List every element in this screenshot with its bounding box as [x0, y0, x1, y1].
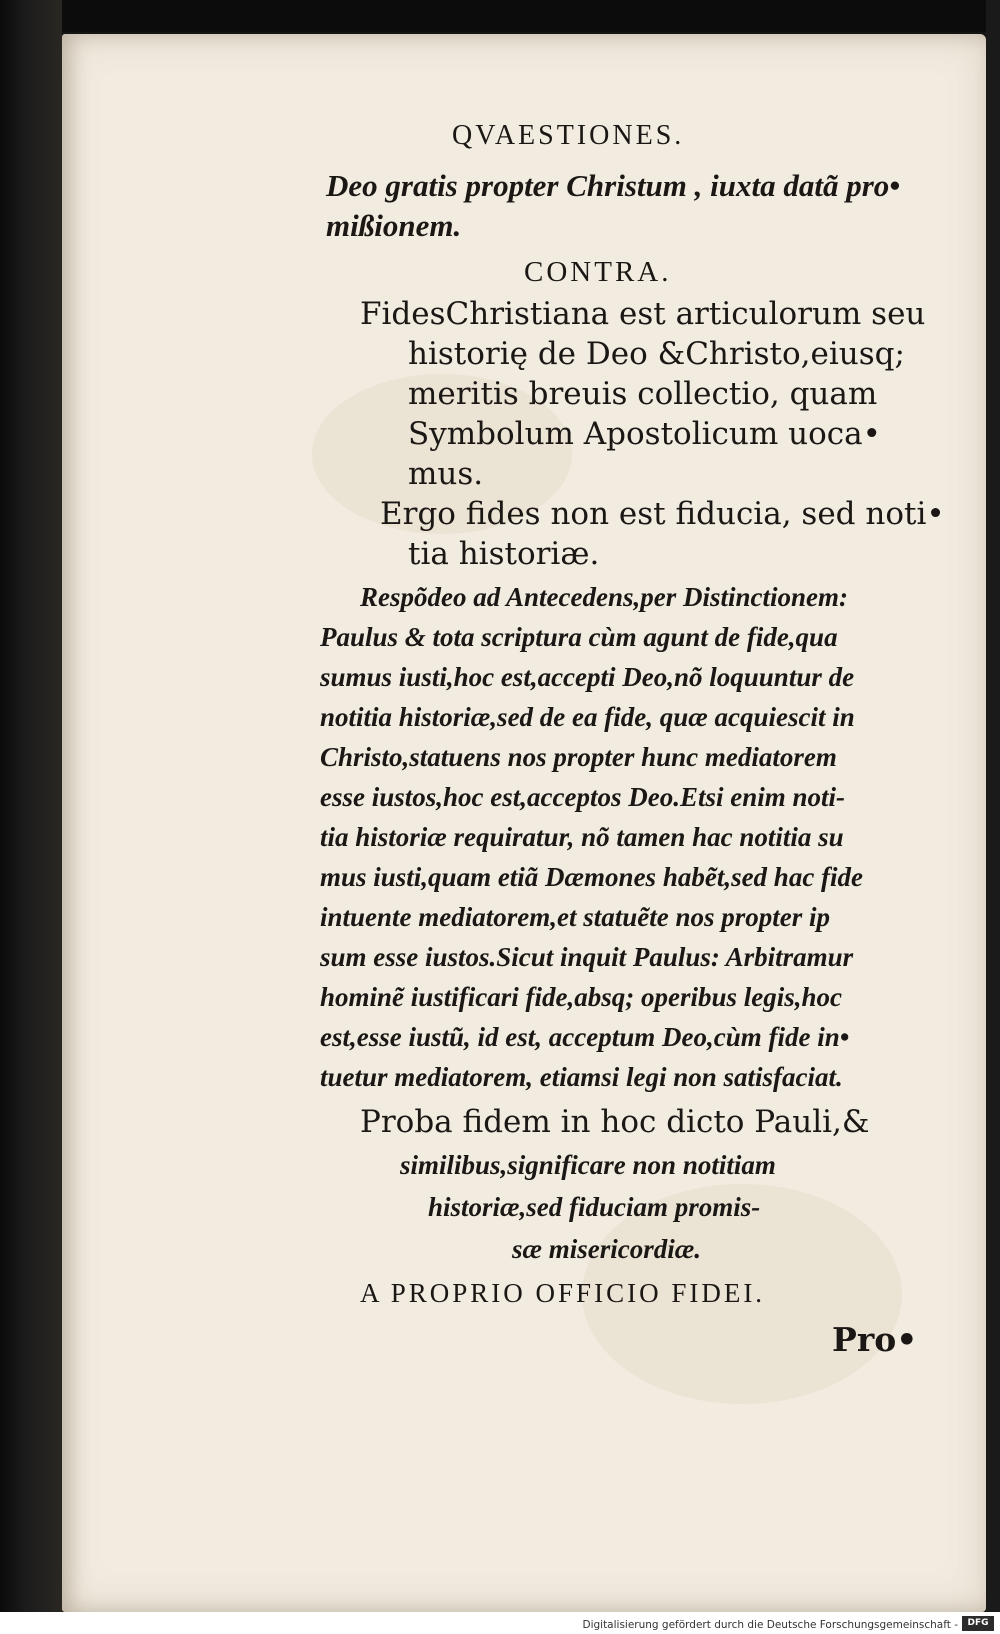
responsio-line: hominẽ iustificari fide,absq; operibus legis,hoc — [320, 982, 843, 1012]
dfg-logo: DFG — [962, 1616, 994, 1631]
responsio-line: Respõdeo ad Antecedens,per Distinctionem: — [360, 582, 848, 612]
scan-right-border — [986, 0, 1000, 1634]
responsio-line: est,esse iustũ, id est, acceptum Deo,cùm fide in• — [320, 1022, 850, 1052]
book-page — [62, 34, 986, 1612]
scan-binding-shadow — [0, 0, 62, 1634]
responsio-line: sum esse iustos.Sicut inquit Paulus: Arbitramur — [320, 942, 854, 972]
catchword: Pro• — [832, 1320, 918, 1359]
responsio-line: Paulus & tota scriptura cùm agunt de fide,qua — [320, 622, 838, 652]
scan-top-border — [0, 0, 1000, 32]
conclusion-line: Ergo fides non est fiducia, sed noti• — [380, 496, 945, 532]
contra-heading: CONTRA. — [524, 256, 672, 288]
major-premise-line: historię de Deo &Christo,eiusq; — [408, 336, 905, 372]
digitization-credit: Digitalisierung gefördert durch die Deutsche Forschungsgemeinschaft - — [582, 1619, 958, 1631]
major-premise-line: FidesChristiana est articulorum seu — [360, 296, 926, 332]
major-premise-line: mus. — [408, 456, 484, 492]
responsio-line: sumus iusti,hoc est,accepti Deo,nõ loquuntur de — [320, 662, 855, 692]
running-head: QVAESTIONES. — [452, 120, 685, 151]
responsio-line: esse iustos,hoc est,acceptos Deo.Etsi enim noti- — [320, 782, 845, 812]
responsio-line: Christo,statuens nos propter hunc mediatorem — [320, 742, 837, 772]
major-premise-line: Symbolum Apostolicum uoca• — [408, 416, 881, 452]
intro-line: Deo gratis propter Christum , iuxta datã pro• — [326, 168, 901, 203]
proba-italic-line: similibus,significare non notitiam — [400, 1150, 776, 1180]
responsio-line: tia historiæ requiratur, nõ tamen hac notitia su — [320, 822, 844, 852]
intro-line: mißionem. — [326, 208, 462, 243]
responsio-line: notitia historiæ,sed de ea fide, quæ acquiescit in — [320, 702, 855, 732]
major-premise-line: meritis breuis collectio, quam — [408, 376, 878, 412]
responsio-line: intuente mediatorem,et statuẽte nos propter ip — [320, 902, 831, 932]
section-heading: A PROPRIO OFFICIO FIDEI. — [360, 1278, 766, 1308]
proba-line: Proba fidem in hoc dicto Pauli,& — [360, 1104, 870, 1140]
proba-italic-line: historiæ,sed fiduciam promis- — [428, 1192, 761, 1222]
footer-strip — [0, 1612, 1000, 1634]
responsio-line: mus iusti,quam etiã Dæmones habẽt,sed hac fide — [320, 862, 864, 892]
proba-italic-line: sæ misericordiæ. — [512, 1234, 701, 1264]
conclusion-line: tia historiæ. — [408, 536, 600, 572]
responsio-line: tuetur mediatorem, etiamsi legi non satisfaciat. — [320, 1062, 843, 1092]
